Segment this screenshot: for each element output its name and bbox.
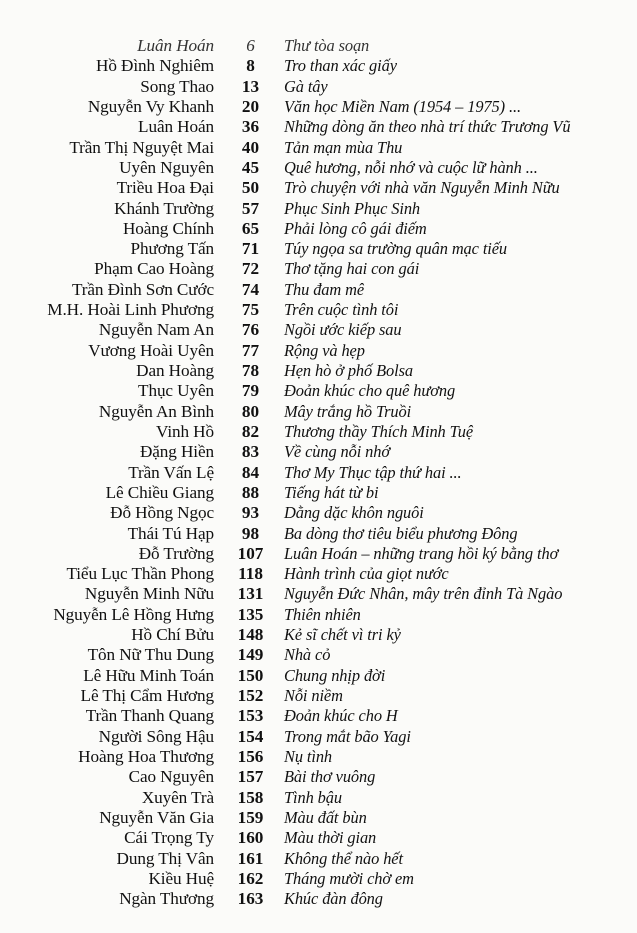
toc-author: Lê Chiều Giang bbox=[105, 482, 214, 502]
toc-entry bbox=[0, 686, 637, 706]
toc-entry bbox=[0, 219, 637, 239]
toc-title: Chung nhịp đời bbox=[284, 665, 386, 685]
toc-author: Triều Hoa Đại bbox=[116, 178, 214, 198]
toc-entry bbox=[0, 605, 637, 625]
toc-page-number: 148 bbox=[237, 625, 264, 645]
toc-title: Thiên nhiên bbox=[284, 604, 361, 624]
toc-author: Lê Hữu Minh Toán bbox=[83, 665, 214, 685]
toc-author: Đỗ Trường bbox=[138, 543, 214, 563]
toc-page-number: 156 bbox=[237, 746, 264, 766]
toc-title: Thư tòa soạn bbox=[284, 36, 370, 55]
toc-title: Túy ngọa sa trường quân mạc tiếu bbox=[284, 239, 508, 259]
toc-author: Phương Tấn bbox=[130, 239, 214, 259]
toc-page-number: 76 bbox=[241, 320, 260, 340]
toc-entry bbox=[0, 36, 637, 56]
toc-page-number: 163 bbox=[237, 889, 264, 909]
toc-page-number: 50 bbox=[241, 178, 260, 198]
toc-entry bbox=[0, 97, 637, 117]
toc-entry bbox=[0, 199, 637, 219]
toc-entry bbox=[0, 341, 637, 361]
toc-title: Không thể nào hết bbox=[284, 848, 403, 868]
toc-title: Nỗi niềm bbox=[284, 686, 343, 705]
toc-author: Trần Thị Nguyệt Mai bbox=[69, 137, 214, 157]
toc-author: Vinh Hồ bbox=[156, 421, 214, 441]
toc-title: Trong mắt bão Yagi bbox=[284, 726, 411, 746]
toc-author: Lê Thị Cẩm Hương bbox=[80, 686, 214, 705]
toc-page-number: 150 bbox=[237, 665, 264, 685]
toc-title: Nguyễn Đức Nhân, mây trên đỉnh Tà Ngào bbox=[284, 584, 563, 604]
toc-entry bbox=[0, 402, 637, 422]
toc-page-number: 154 bbox=[237, 726, 264, 746]
toc-page-number: 153 bbox=[237, 706, 264, 726]
toc-author: Trần Thanh Quang bbox=[85, 706, 214, 726]
toc-entry bbox=[0, 889, 637, 909]
toc-entry bbox=[0, 280, 637, 300]
toc-title: Trên cuộc tình tôi bbox=[284, 300, 399, 320]
toc-author: Khánh Trường bbox=[114, 198, 214, 218]
toc-author: Hồ Chí Bửu bbox=[131, 625, 214, 645]
toc-author: Nguyễn An Bình bbox=[98, 401, 214, 421]
toc-entry bbox=[0, 381, 637, 401]
toc-author: Nguyễn Nam An bbox=[98, 320, 214, 340]
toc-title: Thương thầy Thích Minh Tuệ bbox=[284, 421, 474, 441]
toc-title: Tháng mười chờ em bbox=[284, 868, 414, 888]
toc-page-number: 152 bbox=[237, 686, 264, 705]
toc-title: Những dòng ăn theo nhà trí thức Trương Vũ bbox=[284, 117, 571, 137]
toc-entry bbox=[0, 158, 637, 178]
toc-page-number: 131 bbox=[237, 584, 264, 604]
toc-title: Về cùng nỗi nhớ bbox=[284, 442, 391, 462]
toc-author: Nguyễn Lê Hồng Hưng bbox=[53, 604, 214, 624]
toc-author: Tiểu Lục Thần Phong bbox=[66, 564, 214, 584]
toc-page-number: 75 bbox=[241, 300, 260, 320]
toc-title: Bài thơ vuông bbox=[284, 767, 376, 787]
toc-page-number: 78 bbox=[241, 361, 260, 380]
toc-author: Dung Thị Vân bbox=[116, 848, 214, 868]
toc-entry bbox=[0, 544, 637, 564]
toc-page-number: 161 bbox=[237, 848, 264, 868]
toc-entry bbox=[0, 625, 637, 645]
toc-title: Phục Sinh Phục Sinh bbox=[284, 198, 421, 218]
toc-entry bbox=[0, 259, 637, 279]
toc-page-number: 72 bbox=[241, 259, 260, 279]
toc-page-number: 74 bbox=[241, 279, 260, 299]
toc-entry bbox=[0, 706, 637, 726]
toc-entry bbox=[0, 483, 637, 503]
toc-title: Tình bậu bbox=[284, 787, 342, 807]
toc-entry bbox=[0, 463, 637, 483]
toc-entry bbox=[0, 645, 637, 665]
toc-title: Đoản khúc cho quê hương bbox=[284, 381, 456, 401]
toc-title: Ngồi ước kiếp sau bbox=[284, 320, 402, 340]
toc-title: Thu đam mê bbox=[284, 279, 365, 299]
toc-title: Tản mạn mùa Thu bbox=[284, 137, 403, 157]
table-of-contents bbox=[0, 36, 637, 909]
toc-title: Nhà cỏ bbox=[284, 645, 331, 665]
toc-page-number: 160 bbox=[237, 828, 264, 848]
toc-entry bbox=[0, 239, 637, 259]
toc-title: Văn học Miền Nam (1954 – 1975) ... bbox=[284, 96, 521, 116]
toc-entry bbox=[0, 828, 637, 848]
toc-title: Màu đất bùn bbox=[284, 807, 367, 827]
toc-title: Kẻ sĩ chết vì tri kỷ bbox=[284, 625, 401, 645]
toc-entry bbox=[0, 77, 637, 97]
toc-page-number: 162 bbox=[237, 868, 264, 888]
toc-title: Trò chuyện với nhà văn Nguyễn Minh Nữu bbox=[284, 178, 560, 198]
toc-page-number: 82 bbox=[241, 421, 260, 441]
toc-entry bbox=[0, 524, 637, 544]
toc-entry bbox=[0, 788, 637, 808]
toc-entry bbox=[0, 727, 637, 747]
toc-page-number: 157 bbox=[237, 767, 264, 787]
toc-page-number: 36 bbox=[241, 117, 260, 137]
toc-author: Luân Hoán bbox=[138, 117, 214, 137]
toc-author: Thục Uyên bbox=[138, 381, 214, 401]
toc-entry bbox=[0, 869, 637, 889]
toc-page-number: 77 bbox=[241, 340, 260, 360]
toc-entry bbox=[0, 56, 637, 76]
toc-page-number: 65 bbox=[241, 218, 260, 238]
toc-title: Phải lòng cô gái điếm bbox=[284, 218, 427, 238]
toc-title: Dằng dặc khôn nguôi bbox=[284, 503, 424, 523]
toc-page-number: 80 bbox=[241, 401, 260, 421]
toc-entry bbox=[0, 138, 637, 158]
toc-author: Trần Đình Sơn Cước bbox=[71, 279, 214, 299]
toc-page-number: 13 bbox=[241, 76, 260, 96]
toc-entry bbox=[0, 584, 637, 604]
toc-author: Hồ Đình Nghiêm bbox=[96, 56, 214, 76]
toc-title: Tro than xác giấy bbox=[284, 56, 397, 76]
toc-title: Tiếng hát từ bi bbox=[284, 482, 379, 502]
toc-author: Người Sông Hậu bbox=[98, 726, 214, 746]
toc-entry bbox=[0, 442, 637, 462]
toc-entry bbox=[0, 422, 637, 442]
toc-title: Hành trình của giọt nước bbox=[284, 564, 449, 584]
toc-author: Cao Nguyên bbox=[128, 767, 214, 787]
toc-page-number: 107 bbox=[237, 543, 264, 563]
toc-title: Thơ tặng hai con gái bbox=[284, 259, 420, 279]
toc-page-number: 159 bbox=[237, 807, 264, 827]
toc-page-number: 84 bbox=[241, 462, 260, 482]
toc-page-number: 149 bbox=[237, 645, 264, 665]
toc-author: Nguyễn Văn Gia bbox=[99, 807, 214, 827]
toc-page-number: 57 bbox=[241, 198, 260, 218]
toc-page-number: 71 bbox=[241, 239, 260, 259]
toc-title: Rộng và hẹp bbox=[284, 340, 365, 360]
toc-title: Khúc đàn đông bbox=[284, 889, 383, 909]
toc-title: Màu thời gian bbox=[284, 828, 377, 848]
toc-entry bbox=[0, 300, 637, 320]
toc-author: M.H. Hoài Linh Phương bbox=[47, 300, 214, 320]
toc-author: Đỗ Hồng Ngọc bbox=[110, 503, 214, 523]
toc-page-number: 135 bbox=[237, 604, 264, 624]
toc-author: Hoàng Hoa Thương bbox=[78, 746, 214, 766]
toc-page-number: 45 bbox=[241, 157, 260, 177]
toc-page-number: 20 bbox=[241, 96, 260, 116]
toc-title: Đoản khúc cho H bbox=[284, 706, 398, 726]
toc-author: Đặng Hiền bbox=[139, 442, 214, 462]
toc-entry bbox=[0, 767, 637, 787]
toc-entry bbox=[0, 808, 637, 828]
toc-author: Nguyễn Vy Khanh bbox=[87, 96, 214, 116]
toc-entry bbox=[0, 503, 637, 523]
toc-entry bbox=[0, 117, 637, 137]
toc-author: Luân Hoán bbox=[137, 36, 214, 55]
toc-page-number: 93 bbox=[241, 503, 260, 523]
toc-entry bbox=[0, 178, 637, 198]
toc-entry bbox=[0, 361, 637, 381]
toc-entry bbox=[0, 320, 637, 340]
toc-title: Quê hương, nỗi nhớ và cuộc lữ hành ... bbox=[284, 157, 538, 177]
toc-page-number: 83 bbox=[241, 442, 260, 462]
toc-author: Dan Hoàng bbox=[136, 361, 214, 380]
toc-author: Vương Hoài Uyên bbox=[88, 340, 214, 360]
toc-author: Song Thao bbox=[140, 76, 214, 96]
toc-title: Hẹn hò ở phố Bolsa bbox=[284, 361, 413, 380]
toc-author: Tôn Nữ Thu Dung bbox=[87, 645, 214, 665]
toc-title: Thơ My Thục tập thứ hai ... bbox=[284, 462, 462, 482]
toc-title: Ba dòng thơ tiêu biểu phương Đông bbox=[284, 523, 518, 543]
toc-author: Nguyễn Minh Nữu bbox=[84, 584, 214, 604]
toc-author: Ngàn Thương bbox=[119, 889, 214, 909]
toc-entry bbox=[0, 747, 637, 767]
toc-title: Mây trắng hồ Truồi bbox=[284, 401, 412, 421]
toc-page-number: 88 bbox=[241, 482, 260, 502]
toc-author: Phạm Cao Hoàng bbox=[94, 259, 214, 279]
toc-title: Luân Hoán – những trang hồi ký bằng thơ bbox=[284, 543, 559, 563]
toc-page-number: 98 bbox=[241, 523, 260, 543]
toc-page-number: 6 bbox=[246, 36, 255, 55]
toc-page-number: 158 bbox=[237, 787, 264, 807]
toc-page-number: 118 bbox=[238, 564, 263, 584]
toc-author: Xuyên Trà bbox=[141, 787, 214, 807]
toc-page-number: 40 bbox=[241, 137, 260, 157]
toc-author: Thái Tú Hạp bbox=[127, 523, 214, 543]
toc-entry bbox=[0, 666, 637, 686]
toc-page-number: 8 bbox=[246, 56, 255, 76]
toc-page-number: 79 bbox=[241, 381, 260, 401]
toc-title: Gà tây bbox=[284, 76, 328, 96]
toc-entry bbox=[0, 849, 637, 869]
toc-author: Hoàng Chính bbox=[122, 218, 214, 238]
toc-entry bbox=[0, 564, 637, 584]
toc-author: Kiều Huệ bbox=[148, 868, 214, 888]
toc-author: Cái Trọng Ty bbox=[124, 828, 214, 848]
toc-title: Nụ tình bbox=[284, 746, 333, 766]
toc-author: Uyên Nguyên bbox=[119, 157, 214, 177]
toc-author: Trần Vấn Lệ bbox=[128, 462, 214, 482]
